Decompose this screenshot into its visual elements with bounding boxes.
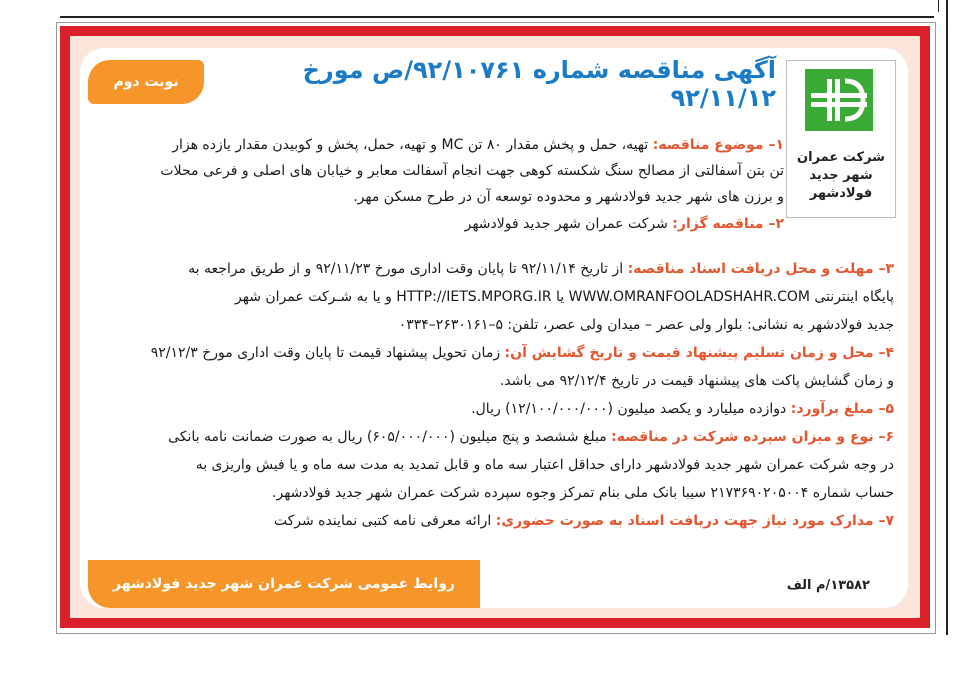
item-3-cont: پایگاه اینترنتی WWW.OMRANFOOLADSHAHR.COM یا HTTP://IETS.MPORG.IR و یا به شـرکت عمران شهر: [235, 289, 894, 305]
item-4-label: ۴– محل و زمان تسلیم پیشنهاد قیمت و تاریخ گشایش آن:: [504, 345, 894, 361]
item-3-label: ۳– مهلت و محل دریافت اسناد مناقصه:: [627, 261, 894, 277]
item-5-label: ۵– مبلغ برآورد:: [790, 401, 894, 417]
item-6: [108, 424, 894, 450]
omran-foolad-logo-icon: [805, 69, 873, 131]
item-3: [108, 256, 894, 282]
ad-reference-code: ۱۳۵۸۲/م الف: [786, 578, 870, 593]
company-logo-box: [786, 60, 896, 218]
item-6-line: مبلغ ششصد و پنج میلیون (۶۰۵/۰۰۰/۰۰۰) ریال به صورت ضمانت نامه بانکی: [168, 429, 607, 445]
item-7-label: ۷– مدارک مورد نیاز جهت دریافت اسناد به صورت حضوری:: [495, 513, 894, 529]
item-1: [108, 132, 784, 158]
item-6-label: ۶– نوع و میزان سپرده شرکت در مناقصه:: [611, 429, 894, 445]
public-relations-footer: روابط عمومی شرکت عمران شهر جدید فولادشهر: [88, 560, 480, 608]
item-2: [108, 211, 784, 237]
item-7-line: ارائه معرفی نامه کتبی نماینده شرکت: [273, 513, 492, 529]
item-1-line: تهیه، حمل و پخش مقدار ۸۰ تن MC و تهیه، حمل، پخش و کوبیدن مقدار یازده هزار: [172, 137, 649, 153]
item-4-cont: و زمان گشایش پاکت های پیشنهاد قیمت در تاریخ ۹۲/۱۲/۴ می باشد.: [499, 373, 894, 389]
round-badge: نوبت دوم: [88, 60, 204, 104]
item-1-label: ۱– موضوع مناقصه:: [652, 137, 784, 153]
item-1-cont: تن بتن آسفالتی از مصالح سنگ شکسته کوهی جهت انجام آسفالت معابر و خیابان های اصلی و فرعی محلات: [160, 163, 784, 179]
item-3-line: از تاریخ ۹۲/۱۱/۱۴ تا پایان وقت اداری مورخ ۹۲/۱۱/۲۳ و از طریق مراجعه به: [188, 261, 624, 277]
item-5: [108, 396, 894, 422]
item-4: [108, 340, 894, 366]
item-5-line: دوازده میلیارد و یکصد میلیون (۱۲/۱۰۰/۰۰۰/۰۰۰) ریال.: [471, 401, 787, 417]
item-6-cont: در وجه شرکت عمران شهر جدید فولادشهر دارای حداقل اعتبار سه ماه و قابل تمدید به مدت سه ماه و یا فیش واریزی به: [195, 457, 894, 473]
company-name-line: شرکت عمران: [797, 150, 885, 165]
column-rule-top: [938, 0, 939, 12]
item-2-label: ۲– مناقصه گزار:: [672, 216, 784, 232]
company-name-line: شهر جدید: [809, 168, 873, 183]
ad-title: آگهی مناقصه شماره ۹۲/۱۰۷۶۱/ص مورخ ۹۲/۱۱/۱۲: [302, 56, 776, 112]
item-7: [108, 508, 894, 534]
item-6-cont: حساب شماره ۲۱۷۳۶۹۰۲۰۵۰۰۴ سیبا بانک ملی بنام تمرکز وجوه سپرده شرکت عمران شهر جدید فولادشهر.: [272, 485, 894, 501]
top-rule: [60, 16, 934, 18]
item-2-line: شرکت عمران شهر جدید فولادشهر: [464, 216, 668, 232]
item-1-cont: و برزن های شهر جدید فولادشهر و محدوده توسعه آن در طرح مسکن مهر.: [353, 189, 784, 205]
company-name-line: فولادشهر: [809, 186, 873, 201]
company-name: [787, 149, 895, 203]
item-4-line: زمان تحویل پیشنهاد قیمت تا پایان وقت اداری مورخ ۹۲/۱۲/۳: [150, 345, 501, 361]
column-rule: [946, 0, 948, 635]
item-3-cont: جدید فولادشهر به نشانی: بلوار ولی عصر – میدان ولی عصر، تلفن: ۵–۲۶۳۰۱۶۱–۰۳۳۴: [398, 317, 894, 333]
